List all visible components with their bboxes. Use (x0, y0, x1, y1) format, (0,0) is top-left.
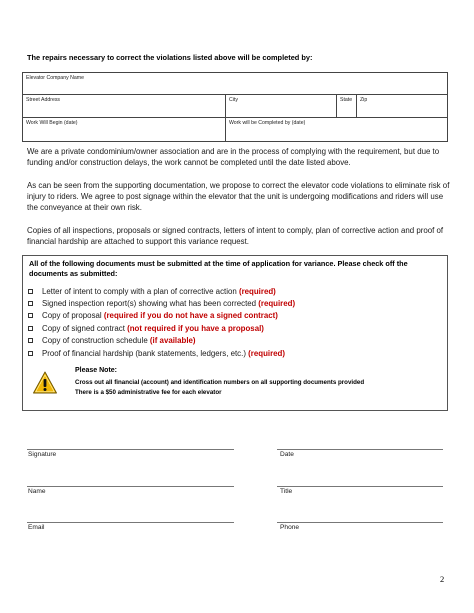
city-field[interactable] (226, 95, 337, 117)
checklist-item-text: Copy of signed contract (42, 324, 125, 333)
phone-line[interactable] (277, 522, 443, 523)
requirement-note: (not required if you have a proposal) (127, 324, 264, 333)
form-row-company (23, 73, 447, 95)
paragraph-proposal: As can be seen from the supporting documentation, we propose to correct the elevator code violations to eliminate risk of injury to riders. We agree to post signage within the elevator that the unit is undergoing modifications and riders will use the conveyance at their own risk. (27, 181, 450, 213)
work-completed-label: Work will be Completed by (date) (229, 120, 306, 126)
checklist-item-signed-contract[interactable] (28, 324, 264, 333)
checkbox[interactable] (28, 289, 33, 294)
street-address-field[interactable] (23, 95, 226, 117)
requirement-note: (required if you do not have a signed contract) (103, 311, 278, 320)
date-line[interactable] (277, 449, 443, 450)
checklist-item-financial-hardship[interactable] (28, 349, 285, 358)
work-begin-label: Work Will Begin (date) (26, 120, 78, 126)
email-label: Email (28, 524, 45, 531)
name-line[interactable] (27, 486, 234, 487)
note-line-cross-out: Cross out all financial (account) and identification numbers on all supporting documents provided (75, 379, 365, 386)
zip-field[interactable] (357, 95, 447, 117)
form-row-dates (23, 118, 447, 141)
checkbox[interactable] (28, 351, 33, 356)
checklist-item-text: Signed inspection report(s) showing what has been corrected (42, 299, 257, 308)
work-begin-field[interactable] (23, 118, 226, 141)
date-label: Date (280, 451, 294, 458)
phone-label: Phone (280, 524, 300, 531)
checkbox[interactable] (28, 338, 33, 343)
city-label: City (229, 97, 238, 103)
title-label: Title (280, 488, 293, 495)
work-completed-field[interactable] (226, 118, 447, 141)
paragraph-supporting-copies: Copies of all inspections, proposals or signed contracts, letters of intent to comply, plan of corrective action and proof of financial hardship are attached to support this variance request. (27, 226, 444, 247)
note-title: Please Note: (75, 367, 118, 374)
requirement-note: (required) (248, 349, 285, 358)
checklist-item-text: Copy of proposal (42, 311, 102, 320)
state-field[interactable] (337, 95, 357, 117)
zip-label: Zip (360, 97, 368, 103)
email-line[interactable] (27, 522, 234, 523)
checklist-item-proposal[interactable] (28, 311, 278, 320)
page-number: 2 (440, 574, 445, 584)
checklist-item-letter-of-intent[interactable] (28, 287, 276, 296)
note-line-fee: There is a $50 administrative fee for each elevator (75, 389, 222, 396)
title-line[interactable] (277, 486, 443, 487)
checkbox[interactable] (28, 301, 33, 306)
name-label: Name (28, 488, 46, 495)
requirement-note: (required) (238, 287, 276, 296)
street-address-label: Street Address (26, 97, 61, 103)
form-row-address (23, 95, 447, 118)
checklist-item-text: Proof of financial hardship (bank statements, ledgers, etc.) (42, 349, 246, 358)
repair-info-form (22, 72, 448, 142)
requirement-note: (required) (258, 299, 296, 308)
warning-icon (32, 370, 58, 396)
section-heading: The repairs necessary to correct the violations listed above will be completed by: (27, 53, 313, 62)
checklist-item-text: Copy of construction schedule (42, 336, 148, 345)
signature-line[interactable] (27, 449, 234, 450)
checklist-item-text: Letter of intent to comply with a plan of corrective action (42, 287, 237, 296)
signature-label: Signature (28, 451, 57, 458)
elevator-company-name-label: Elevator Company Name (26, 75, 84, 81)
documents-checklist (22, 255, 448, 411)
paragraph-association-status: We are a private condominium/owner association and are in the process of complying with the requirement, but due to funding and/or construction delays, the work cannot be completed until the date listed above. (27, 147, 440, 168)
checklist-item-inspection-report[interactable] (28, 299, 295, 308)
elevator-company-name-field[interactable] (23, 73, 447, 94)
checkbox[interactable] (28, 326, 33, 331)
checklist-title: All of the following documents must be submitted at the time of application for variance. Please check off the documents as submitted: (29, 259, 408, 278)
requirement-note: (if available) (149, 336, 196, 345)
checkbox[interactable] (28, 313, 33, 318)
state-label: State (340, 97, 353, 103)
checklist-item-construction-schedule[interactable] (28, 336, 196, 345)
